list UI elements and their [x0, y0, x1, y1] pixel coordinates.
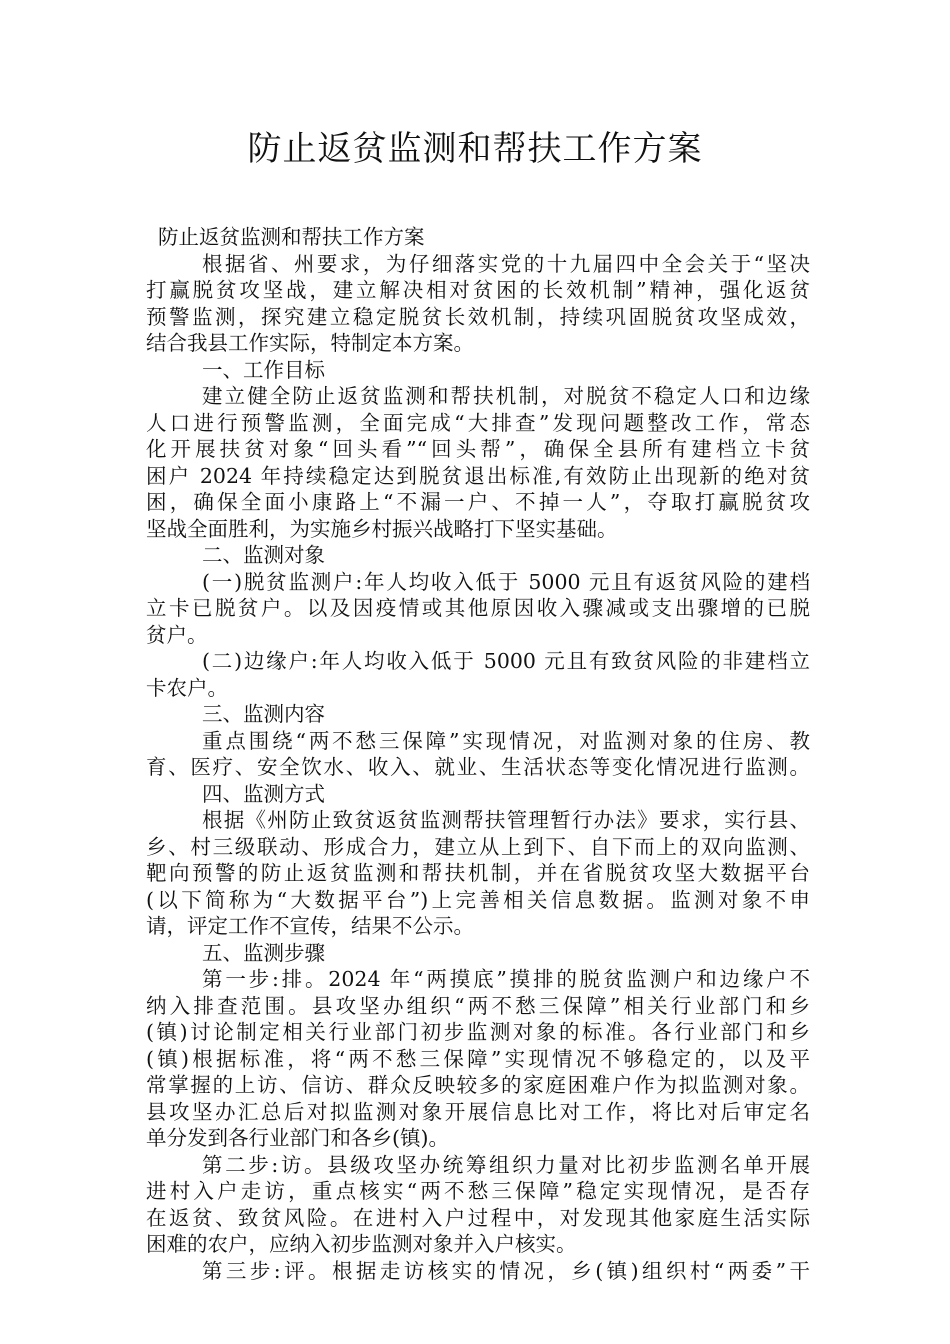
text-line: 二、监测对象	[202, 543, 325, 567]
text-line: 纳入排查范围。县攻坚办组织“两不愁三保障”相关行业部门和乡	[146, 993, 810, 1018]
text-line: 化开展扶贫对象“回头看”“回头帮”，确保全县所有建档立卡贫	[146, 437, 810, 461]
text-line: 五、监测步骤	[202, 940, 325, 965]
text-line: 结合我县工作实际，特制定本方案。	[146, 331, 474, 355]
text-line: (一)脱贫监测户:年人均收入低于 5000 元且有返贫风险的建档	[202, 569, 810, 594]
section-5-step-2	[146, 1152, 810, 1258]
text-line: 贫户。	[146, 622, 208, 647]
text-line: 立卡已脱贫户。以及因疫情或其他原因收入骤减或支出骤增的已脱	[146, 596, 810, 620]
section-2-paragraph-1	[146, 569, 810, 649]
text-line: 卡农户。	[146, 675, 228, 700]
text-line: 四、监测方式	[202, 781, 325, 806]
section-heading-4	[146, 781, 810, 808]
text-line: 三、监测内容	[202, 702, 325, 726]
text-line: 困户 2024 年持续稳定达到脱贫退出标准,有效防止出现新的绝对贫	[146, 463, 810, 488]
section-2-paragraph-2	[146, 648, 810, 701]
text-line: 人口进行预警监测，全面完成“大排查”发现问题整改工作，常态	[146, 410, 810, 435]
section-heading-1	[146, 357, 810, 384]
text-line: (二)边缘户:年人均收入低于 5000 元且有致贫风险的非建档立	[202, 649, 810, 673]
text-line: (镇)讨论制定相关行业部门初步监测对象的标准。各行业部门和乡	[146, 1020, 810, 1044]
text-line: 第一步:排。2024 年“两摸底”摸排的脱贫监测户和边缘户不	[202, 967, 810, 991]
text-line: 根据《州防止致贫返贫监测帮扶管理暂行办法》要求，实行县、	[202, 808, 810, 832]
document-body	[146, 224, 810, 1284]
section-5-step-3	[146, 1258, 810, 1285]
section-1-paragraph	[146, 383, 810, 542]
intro-paragraph	[146, 251, 810, 357]
text-line: 一、工作目标	[202, 357, 325, 382]
text-line: 坚战全面胜利，为实施乡村振兴战略打下坚实基础。	[146, 516, 618, 541]
text-line: (以下简称为“大数据平台”)上完善相关信息数据。监测对象不申	[146, 887, 810, 912]
text-line: 乡、村三级联动、形成合力，建立从上到下、自下而上的双向监测、	[146, 834, 810, 859]
text-line: 预警监测，探究建立稳定脱贫长效机制，持续巩固脱贫攻坚成效，	[146, 304, 810, 329]
section-heading-5	[146, 940, 810, 967]
text-line: 根据省、州要求，为仔细落实党的十九届四中全会关于“坚决	[202, 251, 810, 276]
text-line: 单分发到各行业部门和各乡(镇)。	[146, 1126, 449, 1150]
text-line: (镇)根据标准，将“两不愁三保障”实现情况不够稳定的，以及平	[146, 1046, 810, 1071]
text-line: 重点围绕“两不愁三保障”实现情况，对监测对象的住房、教	[202, 728, 810, 753]
section-3-paragraph	[146, 728, 810, 781]
section-5-step-1	[146, 966, 810, 1152]
text-line: 第三步:评。根据走访核实的情况，乡(镇)组织村“两委”干	[202, 1258, 810, 1283]
text-line: 困，确保全面小康路上“不漏一户、不掉一人”，夺取打赢脱贫攻	[146, 490, 810, 514]
text-line: 建立健全防止返贫监测和帮扶机制，对脱贫不稳定人口和边缘	[202, 384, 810, 408]
text-line: 县攻坚办汇总后对拟监测对象开展信息比对工作，将比对后审定名	[146, 1099, 810, 1124]
section-4-paragraph	[146, 807, 810, 940]
text-line: 在返贫、致贫风险。在进村入户过程中，对发现其他家庭生活实际	[146, 1205, 810, 1230]
text-line: 常掌握的上访、信访、群众反映较多的家庭困难户作为拟监测对象。	[146, 1073, 810, 1097]
text-line: 请，评定工作不宣传，结果不公示。	[146, 914, 474, 938]
document-title: 防止返贫监测和帮扶工作方案	[247, 129, 703, 169]
text-line: 打赢脱贫攻坚战，建立解决相对贫困的长效机制”精神，强化返贫	[146, 278, 810, 302]
document-subtitle	[146, 224, 810, 251]
text-line: 进村入户走访，重点核实“两不愁三保障”稳定实现情况，是否存	[146, 1179, 810, 1203]
text-line: 第二步:访。县级攻坚办统筹组织力量对比初步监测名单开展	[202, 1152, 810, 1177]
text-line: 困难的农户，应纳入初步监测对象并入户核实。	[146, 1232, 577, 1256]
text-line: 育、医疗、安全饮水、收入、就业、生活状态等变化情况进行监测。	[146, 755, 810, 779]
text-line: 防止返贫监测和帮扶工作方案	[158, 225, 425, 249]
text-line: 靶向预警的防止返贫监测和帮扶机制，并在省脱贫攻坚大数据平台	[146, 861, 810, 885]
section-heading-2	[146, 542, 810, 569]
section-heading-3	[146, 701, 810, 728]
